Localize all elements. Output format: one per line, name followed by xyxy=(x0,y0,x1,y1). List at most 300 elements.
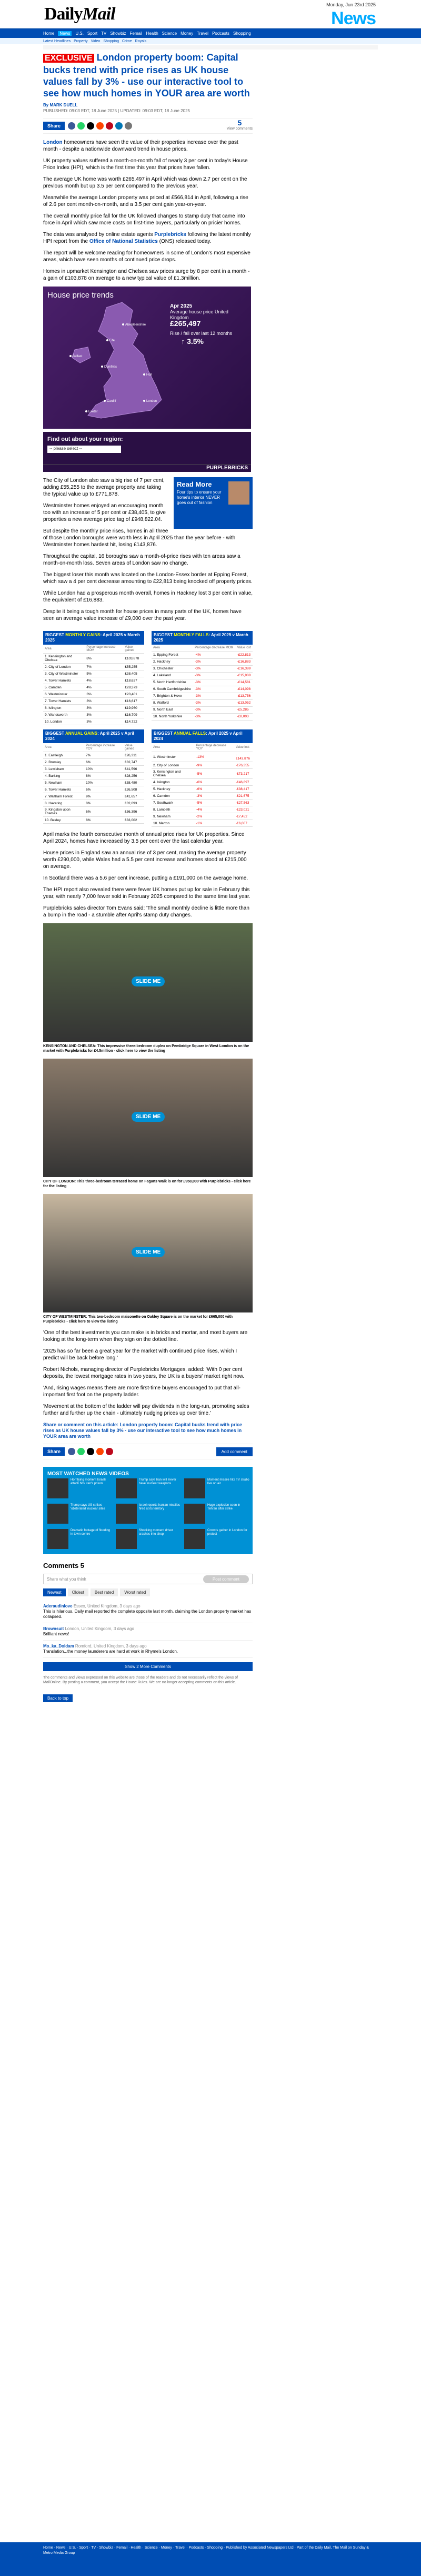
region-finder xyxy=(43,432,251,465)
video-title[interactable]: Horrifying moment Israeli attack hits Iran's prison xyxy=(71,1478,106,1485)
table-row xyxy=(43,677,144,684)
table-cell: 2. Hackney xyxy=(152,658,193,665)
table-cell: 8% xyxy=(84,817,123,824)
article-paragraph: The biggest loser this month was located on the London-Essex border at Epping Forest, which saw a 4 per cent decrease amounting to £22,813 being knocked off property prices. xyxy=(43,572,253,585)
table-cell: 4% xyxy=(85,684,123,691)
video-title[interactable]: Huge explosion seen in Tehran after strike xyxy=(207,1504,240,1511)
table-cell: £41,596 xyxy=(123,766,144,773)
table-row xyxy=(43,779,144,786)
article-paragraph: The average UK home was worth £265,497 in April which was down 2.7 per cent on the previous month but up 3.5 per cent compared to the previous year. xyxy=(43,176,247,189)
table-cell: -13% xyxy=(195,752,234,762)
table-header-cell: Percentage increase YOY xyxy=(84,743,123,752)
comment-location: Essex, United Kingdom, 3 days ago xyxy=(73,1604,141,1608)
article-paragraph: '2025 has so far been a great year for the market with continued price rises, which I predict will be back before long.' xyxy=(43,1348,237,1361)
table-cell: 7. Brighton & Hove xyxy=(152,693,193,699)
table-cell: -£21,675 xyxy=(234,793,253,800)
map-place-hull[interactable]: Hull xyxy=(143,373,152,377)
subnav-item-shopping[interactable]: Shopping xyxy=(103,39,119,43)
table-cell: 1. Westminster xyxy=(152,752,195,762)
table-cell: 7% xyxy=(84,752,123,759)
table-cell: -3% xyxy=(193,665,236,672)
table-cell: -3% xyxy=(193,713,236,720)
table-cell: -1% xyxy=(195,820,234,827)
nav-item-home[interactable]: Home xyxy=(43,31,55,36)
price-table xyxy=(152,631,253,725)
map-place-fife[interactable]: Fife xyxy=(106,339,115,342)
house-price-map[interactable] xyxy=(43,287,251,429)
video-title[interactable]: Moment missile hits TV studio live on air xyxy=(207,1478,249,1485)
table-row xyxy=(43,766,144,773)
table-title: BIGGEST MONTHLY GAINS: April 2025 v March 2025 xyxy=(43,631,144,645)
comment xyxy=(43,1601,253,1623)
article-paragraph: House prices in England saw an annual rise of 3 per cent, making the average property worth £290,000, while Wales had a 5.5 per cent increase and homes stood at £215,000 on average. xyxy=(43,850,247,870)
table-cell: £33,002 xyxy=(123,817,144,824)
nav-item-tv[interactable]: TV xyxy=(101,31,107,36)
table-cell: 6. Tower Hamlets xyxy=(43,786,84,793)
post-comment-button[interactable]: Post comment xyxy=(203,1575,249,1583)
share-button[interactable]: Share xyxy=(43,122,65,130)
region-finder-title: Find out about your region: xyxy=(47,436,123,442)
masthead xyxy=(0,0,421,28)
article-paragraph: 'Movement at the bottom of the ladder will pay dividends in the long-run, promoting sales further and further up the chain - ultimately nudging prices up over time.' xyxy=(43,1404,249,1416)
table-cell: 3. Lewisham xyxy=(43,766,84,773)
table-cell: -£23,021 xyxy=(234,806,253,813)
region-select[interactable]: -- please select -- xyxy=(47,446,121,453)
nav-item-health[interactable]: Health xyxy=(146,31,158,36)
table-row xyxy=(152,652,253,658)
table-cell: 2. City of London xyxy=(43,664,85,670)
table-title-highlight: ANNUAL GAINS xyxy=(65,731,98,736)
article-paragraph: Homes in upmarket Kensington and Chelsea saw prices surge by 8 per cent in a month - a gain of £103,878 on average to a new typical value of £1.3million. xyxy=(43,269,250,281)
read-more-text: Four tips to ensure your home's interior NEVER goes out of fashion xyxy=(177,490,222,505)
x-icon[interactable] xyxy=(87,1448,94,1455)
video-thumbnail[interactable] xyxy=(116,1478,137,1498)
table-cell: -£143,876 xyxy=(234,752,253,762)
current-date: Monday, Jun 23rd 2025 xyxy=(326,2,376,7)
table-row xyxy=(152,762,253,769)
table-cell: -£13,052 xyxy=(236,699,253,706)
table-row xyxy=(43,654,144,664)
table-cell: 9. Wandsworth xyxy=(43,712,85,718)
table-cell: £26,311 xyxy=(123,752,144,759)
comment-text: Translation...the money launderers are hard at work in Rhyme's London. xyxy=(43,1649,178,1654)
nav-item-shopping[interactable]: Shopping xyxy=(233,31,251,36)
subnav-item-latestheadlines[interactable]: Latest Headlines xyxy=(43,39,71,43)
article-paragraph: The City of London also saw a big rise of 7 per cent, adding £55,255 to the average property and taking the typical value up to £771,878. xyxy=(43,478,165,497)
comments-title: Comments 5 xyxy=(43,1562,85,1570)
article-body-4 xyxy=(43,1329,253,1417)
table-cell: -£6,007 xyxy=(234,820,253,827)
gallery xyxy=(43,923,253,1324)
table-cell: £32,747 xyxy=(123,759,144,766)
video-thumbnail[interactable] xyxy=(116,1504,137,1524)
comment-tab-oldest[interactable]: Oldest xyxy=(68,1588,88,1596)
back-to-top-button[interactable]: Back to top xyxy=(43,1694,73,1702)
table-cell: 5. Newham xyxy=(43,779,84,786)
subnav-item-property[interactable]: Property xyxy=(74,39,88,43)
comment-author[interactable]: Aderaudinlove xyxy=(43,1604,73,1608)
table-row xyxy=(152,686,253,693)
subnav-item-royals[interactable]: Royals xyxy=(135,39,147,43)
table-row xyxy=(152,699,253,706)
subnav-item-video[interactable]: Video xyxy=(91,39,101,43)
article-paragraph: Purplebricks sales director Tom Evans said: 'The small monthly decline is little more than a bump in the road - a stumble after April's stamp duty changes. xyxy=(43,905,249,918)
table-cell: £16,709 xyxy=(123,712,144,718)
table-row xyxy=(43,698,144,705)
article-paragraph: The overall monthly price fall for the UK followed changes to stamp duty that came into force in April which saw more costs on first-time buyers, particularly on pricier homes. xyxy=(43,213,245,226)
article-paragraph: The data was analysed by online estate agents Purplebricks following the latest monthly HPI report from the Office of National Statistics (ONS) released today. xyxy=(43,232,251,244)
table-row xyxy=(43,817,144,824)
table-cell: 5% xyxy=(85,670,123,677)
table-row xyxy=(43,800,144,807)
footer-links[interactable]: Home · News · U.S. · Sport · TV · Showbiz · Femail · Health · Science · Money · Travel · Podcasts · Shopping · Published by Associated Newspapers Ltd · Part of the Daily Mail, The Mail on Sunday & Metro Media Group xyxy=(43,2546,369,2555)
table-header-cell: Value gained xyxy=(123,743,144,752)
map-place-london[interactable]: London xyxy=(143,400,157,403)
video-title[interactable]: Shocking moment driver crashes into shop xyxy=(139,1529,173,1536)
gallery-image[interactable] xyxy=(43,1059,253,1177)
table-cell: -£14,098 xyxy=(236,686,253,693)
london-link[interactable]: London xyxy=(43,140,63,145)
table-header-cell: Percentage increase MOM xyxy=(85,645,123,654)
table-row xyxy=(152,800,253,806)
nav-item-science[interactable]: Science xyxy=(162,31,177,36)
read-more-box[interactable] xyxy=(174,477,253,529)
comment-author[interactable]: Mo_ka_Doldam xyxy=(43,1644,74,1649)
table-row xyxy=(152,769,253,779)
comment-sort-tabs xyxy=(43,1588,253,1596)
video-title[interactable]: Israel reports Iranian missiles fired at its territory xyxy=(139,1504,181,1511)
table-cell: -3% xyxy=(193,672,236,679)
table-row xyxy=(152,793,253,800)
table-row xyxy=(43,718,144,725)
facebook-icon[interactable] xyxy=(68,1448,75,1455)
gallery-image[interactable] xyxy=(43,1194,253,1312)
article-paragraph: The report will be welcome reading for homeowners in some of London's most expensive areas, which have seen months of continued price drops. xyxy=(43,250,250,263)
table-cell: 3. Chichester xyxy=(152,665,193,672)
price-table xyxy=(43,729,144,827)
nav-item-podcasts[interactable]: Podcasts xyxy=(212,31,229,36)
slide-me-button[interactable]: SLIDE ME xyxy=(132,976,165,986)
map-place-cardiff[interactable]: Cardiff xyxy=(104,400,116,403)
facebook-icon[interactable] xyxy=(68,122,75,130)
comment-list xyxy=(43,1601,253,1658)
table-header-cell: Percentage decrease YOY xyxy=(195,743,234,752)
table-cell: 8. Watford xyxy=(152,699,193,706)
table-title-highlight: ANNUAL FALLS xyxy=(173,731,206,736)
table-row xyxy=(43,684,144,691)
table-header-row xyxy=(43,645,144,654)
table-row xyxy=(152,820,253,827)
table-row xyxy=(152,693,253,699)
table-cell: 9. Newham xyxy=(152,813,195,820)
table-cell: 6% xyxy=(84,786,123,793)
map-place-exeter[interactable]: Exeter xyxy=(85,410,97,413)
table-cell: 7% xyxy=(85,664,123,670)
table-cell: -3% xyxy=(193,658,236,665)
map-summary: Apr 2025 Average house price United Kingdom £265,497 Rise / fall over last 12 months xyxy=(170,303,233,336)
slide-me-button[interactable]: SLIDE ME xyxy=(132,1112,165,1122)
nav-item-money[interactable]: Money xyxy=(181,31,194,36)
table-cell: -2% xyxy=(195,813,234,820)
slide-me-button[interactable]: SLIDE ME xyxy=(132,1247,165,1257)
table-cell: 3% xyxy=(85,712,123,718)
article-paragraph: Robert Nichols, managing director of Purplebricks Mortgages, added: 'With 0 per cent deposits, the lowest mortgage rates in two years, the UK is a buyers' market right now. xyxy=(43,1367,245,1379)
table-cell: -6% xyxy=(195,779,234,786)
purplebricks-link[interactable]: Purplebricks xyxy=(154,232,186,238)
table-cell: -£5,285 xyxy=(236,706,253,713)
article-body-2 xyxy=(43,477,253,622)
table-cell: -£14,581 xyxy=(236,679,253,686)
table-row xyxy=(43,664,144,670)
secondary-nav xyxy=(0,38,421,44)
table-cell: -£15,908 xyxy=(236,672,253,679)
subnav-item-crime[interactable]: Crime xyxy=(122,39,132,43)
share-bar-bottom xyxy=(43,1444,253,1459)
table-cell: 4% xyxy=(85,677,123,684)
ad-banner xyxy=(43,45,378,50)
table-cell: -£16,883 xyxy=(236,658,253,665)
video-thumbnail[interactable] xyxy=(184,1478,205,1498)
map-place-aberdeenshire[interactable]: Aberdeenshire xyxy=(122,323,146,327)
article-column xyxy=(43,52,253,1708)
table-cell: 5. Camden xyxy=(43,684,85,691)
table-cell: -£16,389 xyxy=(236,665,253,672)
table-cell: 4. Lakeland xyxy=(152,672,193,679)
table-cell: 8. Lambeth xyxy=(152,806,195,813)
nav-item-travel[interactable]: Travel xyxy=(197,31,209,36)
table-cell: -£27,563 xyxy=(234,800,253,806)
table-cell: £103,878 xyxy=(123,654,144,664)
share-prompt: Share or comment on this article: London property boom: Capital bucks trend with price rises as UK house values fall by 3% - use our interactive tool to see how much homes in YOUR area are worth xyxy=(43,1422,243,1439)
article-paragraph: Meanwhile the average London property was priced at £566,814 in April, following a rise of 2.6 per cent month-on-month, and a 3.5 per cent gain year-on-year. xyxy=(43,195,248,208)
article-paragraph: Throughout the capital, 16 boroughs saw a month-of-price rises with ten areas saw a month-on-month loss. Seven areas of London saw no change. xyxy=(43,554,240,566)
daily-mail-logo[interactable]: DailyMail xyxy=(44,4,115,24)
table-cell: -3% xyxy=(193,706,236,713)
table-cell: 2. Bromley xyxy=(43,759,84,766)
table-cell: 5. North Hertfordshire xyxy=(152,679,193,686)
map-place-belfast[interactable]: Belfast xyxy=(69,355,82,358)
comment-count[interactable]: 5 View comments xyxy=(226,119,253,131)
table-cell: £26,508 xyxy=(123,786,144,793)
byline[interactable]: By MARK DUELL xyxy=(43,103,78,107)
article-paragraph: In Scotland there was a 5.6 per cent increase, putting a £191,000 on the average home. xyxy=(43,875,248,881)
table-title-highlight: MONTHLY FALLS xyxy=(174,633,209,637)
comment-tab-bestrated[interactable]: Best rated xyxy=(91,1588,118,1596)
primary-nav xyxy=(0,28,421,38)
table-cell: £14,722 xyxy=(123,718,144,725)
table-header-cell: Value lost xyxy=(234,743,253,752)
ons-link[interactable]: Office of National Statistics xyxy=(89,239,158,244)
table-cell: 4. Barking xyxy=(43,773,84,779)
article-paragraph: 'One of the best investments you can make is in bricks and mortar, and most buyers are looking at the long-term when they sign on the dotted line. xyxy=(43,1330,248,1343)
footer xyxy=(0,2542,421,2576)
table-cell: 8% xyxy=(84,800,123,807)
table-row xyxy=(152,813,253,820)
table-cell: 9. Kingston upon Thames xyxy=(43,807,84,817)
table-row xyxy=(152,679,253,686)
nav-item-news[interactable]: News xyxy=(58,31,72,36)
read-more-thumbnail xyxy=(228,481,249,505)
table-cell: 3. Kensington and Chelsea xyxy=(152,769,195,779)
email-icon[interactable] xyxy=(125,122,132,130)
video-thumbnail[interactable] xyxy=(47,1504,68,1524)
table-cell: 10. London xyxy=(43,718,85,725)
table-row xyxy=(152,779,253,786)
table-cell: -£13,756 xyxy=(236,693,253,699)
article-paragraph: Westminster homes enjoyed an encouraging month too with an increase of 5 per cent or £38,405, to give properties a new average price tag of £948,822.04. xyxy=(43,503,166,522)
table-cell: 6. Camden xyxy=(152,793,195,800)
most-watched-title: MOST WATCHED NEWS VIDEOS xyxy=(47,1471,129,1477)
video-title[interactable]: Crowds gather in London for protest xyxy=(207,1529,247,1536)
annual-tables xyxy=(43,729,253,827)
table-cell: 9% xyxy=(84,793,123,800)
table-header-cell: Area xyxy=(43,743,84,752)
whatsapp-icon[interactable] xyxy=(77,122,85,130)
video-thumbnail[interactable] xyxy=(47,1478,68,1498)
map-place-dumfries[interactable]: Dumfries xyxy=(101,366,117,369)
add-comment-button[interactable]: Add comment xyxy=(216,1447,253,1456)
table-cell: 10. Bexley xyxy=(43,817,84,824)
table-cell: £20,401 xyxy=(123,691,144,698)
table-cell: 3. City of Westminster xyxy=(43,670,85,677)
article-paragraph: UK property values suffered a month-on-month fall of nearly 3 per cent in today's House Price Index (HPI), which is the first time this year that prices have fallen. xyxy=(43,158,248,171)
table-header-row xyxy=(152,743,253,752)
table-cell: 10. North Yorkshire xyxy=(152,713,193,720)
table-header-cell: Percentage decrease MOM xyxy=(193,645,236,652)
nav-item-sport[interactable]: Sport xyxy=(87,31,98,36)
table-header-row xyxy=(152,645,253,652)
reddit-icon[interactable] xyxy=(96,122,104,130)
reddit-icon[interactable] xyxy=(96,1448,104,1455)
table-cell: -£22,813 xyxy=(236,652,253,658)
table-cell: £38,405 xyxy=(123,670,144,677)
show-more-comments-button[interactable]: Show 2 More Comments xyxy=(43,1662,253,1671)
video-title[interactable]: Trump says US strikes 'obliterated' nuclear sites xyxy=(71,1504,105,1511)
comment xyxy=(43,1623,253,1641)
map-title: House price trends xyxy=(47,291,114,300)
video-thumbnail[interactable] xyxy=(116,1529,137,1549)
table-header-row xyxy=(43,743,144,752)
table-cell: £28,256 xyxy=(123,773,144,779)
table-cell: 6. South Cambridgeshire xyxy=(152,686,193,693)
price-table xyxy=(43,631,144,725)
x-icon[interactable] xyxy=(87,122,94,130)
article-paragraph: 'And, rising wages means there are more first-time buyers encouraged to put that all-important first foot on the property ladder. xyxy=(43,1385,240,1398)
table-cell: £55,255 xyxy=(123,664,144,670)
read-more-title: Read More xyxy=(177,480,212,488)
table-cell: 4. Tower Hamlets xyxy=(43,677,85,684)
table-cell: 8% xyxy=(84,773,123,779)
table-cell: -3% xyxy=(193,693,236,699)
table-row xyxy=(43,773,144,779)
comment-author[interactable]: Brownsuit xyxy=(43,1626,64,1631)
purplebricks-brand: PURPLEBRICKS xyxy=(43,465,251,472)
table-cell: 10% xyxy=(84,766,123,773)
nav-item-us[interactable]: U.S. xyxy=(75,31,84,36)
pinterest-icon[interactable] xyxy=(106,1448,113,1455)
comment xyxy=(43,1641,253,1658)
gallery-caption: KENSINGTON AND CHELSEA: This impressive three-bedroom duplex on Pembridge Square in West London is on the market with Purplebricks for £4.5million - click here to view the listing xyxy=(43,1044,249,1053)
table-cell: -4% xyxy=(195,806,234,813)
monthly-tables xyxy=(43,631,253,725)
table-cell: £41,657 xyxy=(123,793,144,800)
price-table xyxy=(152,729,253,827)
article-paragraph: While London had a prosperous month overall, homes in Hackney lost 3 per cent in value, the equivalent of £16,883. xyxy=(43,590,253,603)
table-row xyxy=(152,665,253,672)
table-row xyxy=(43,793,144,800)
article-paragraph: But despite the monthly price rises, homes in all three of those London boroughs were worth less in April 2025 than the year before - with Westminster homes hardest hit, losing £143,876. xyxy=(43,528,236,548)
table-row xyxy=(152,706,253,713)
news-section-title[interactable]: News xyxy=(331,8,376,28)
nav-item-femail[interactable]: Femail xyxy=(129,31,143,36)
table-title: BIGGEST ANNUAL GAINS: April 2025 v April 2024 xyxy=(43,729,144,743)
whatsapp-icon[interactable] xyxy=(77,1448,85,1455)
linkedin-icon[interactable] xyxy=(115,122,123,130)
comment-tab-worstrated[interactable]: Worst rated xyxy=(120,1588,150,1596)
table-cell: 7. Waltham Forest xyxy=(43,793,84,800)
table-cell: -6% xyxy=(195,786,234,793)
table-cell: 8. Havering xyxy=(43,800,84,807)
comment-text: This is hilarious. Daily mail reported the complete opposite last month, claiming the London property market has collapsed. xyxy=(43,1609,252,1619)
table-cell: -3% xyxy=(193,679,236,686)
pinterest-icon[interactable] xyxy=(106,122,113,130)
table-row xyxy=(152,658,253,665)
comment-disclaimer: The comments and views expressed on this website are those of the readers and do not necessarily reflect the views of MailOnline. By posting a comment, you accept the House Rules. We are no longer accepting comments on this article. xyxy=(43,1676,238,1684)
comment-tab-newest[interactable]: Newest xyxy=(43,1588,66,1596)
table-cell: 10% xyxy=(84,779,123,786)
exclusive-badge: EXCLUSIVE xyxy=(43,54,94,63)
article-body-3 xyxy=(43,831,253,919)
article-paragraph: Despite it being a tough month for house prices in many parts of the UK, homes have seen an average value increase of £9,000 over the past year. xyxy=(43,609,242,621)
table-cell: 10. Merton xyxy=(152,820,195,827)
table-cell: £19,960 xyxy=(123,705,144,712)
table-cell: 2. City of London xyxy=(152,762,195,769)
table-cell: £18,627 xyxy=(123,677,144,684)
video-title[interactable]: Trump says Iran will 'never have' nuclear weapons xyxy=(139,1478,176,1485)
table-cell: 7. Southwark xyxy=(152,800,195,806)
table-row xyxy=(43,759,144,766)
table-title: BIGGEST MONTHLY FALLS: April 2025 v March 2025 xyxy=(152,631,253,645)
table-header-cell: Value gained xyxy=(123,645,144,654)
comment-input[interactable]: Share what you think Post comment xyxy=(43,1574,253,1584)
table-row xyxy=(152,672,253,679)
share-button-bottom[interactable]: Share xyxy=(43,1447,65,1456)
gallery-image[interactable] xyxy=(43,923,253,1042)
table-cell: -£8,003 xyxy=(236,713,253,720)
table-cell: 3% xyxy=(85,698,123,705)
table-row xyxy=(43,691,144,698)
comment-location: Romford, United Kingdom, 3 days ago xyxy=(75,1644,147,1649)
video-thumbnail[interactable] xyxy=(184,1504,205,1524)
article-paragraph: London homeowners have seen the value of their properties increase over the past month - despite a nationwide downward trend in house prices. xyxy=(43,140,238,152)
table-cell: £36,396 xyxy=(123,807,144,817)
table-cell: 5. Hackney xyxy=(152,786,195,793)
video-title[interactable]: Dramatic footage of flooding in town centre xyxy=(71,1529,111,1536)
video-thumbnail[interactable] xyxy=(184,1529,205,1549)
video-thumbnail[interactable] xyxy=(47,1529,68,1549)
share-bar xyxy=(43,118,253,134)
table-cell: -9% xyxy=(195,762,234,769)
table-cell: -£76,355 xyxy=(234,762,253,769)
table-cell: -3% xyxy=(193,686,236,693)
table-cell: 3% xyxy=(85,691,123,698)
table-cell: 6. Westminster xyxy=(43,691,85,698)
article-body-1 xyxy=(43,139,253,282)
table-row xyxy=(43,752,144,759)
table-cell: £38,480 xyxy=(123,779,144,786)
nav-item-showbiz[interactable]: Showbiz xyxy=(110,31,126,36)
table-cell: -£73,217 xyxy=(234,769,253,779)
